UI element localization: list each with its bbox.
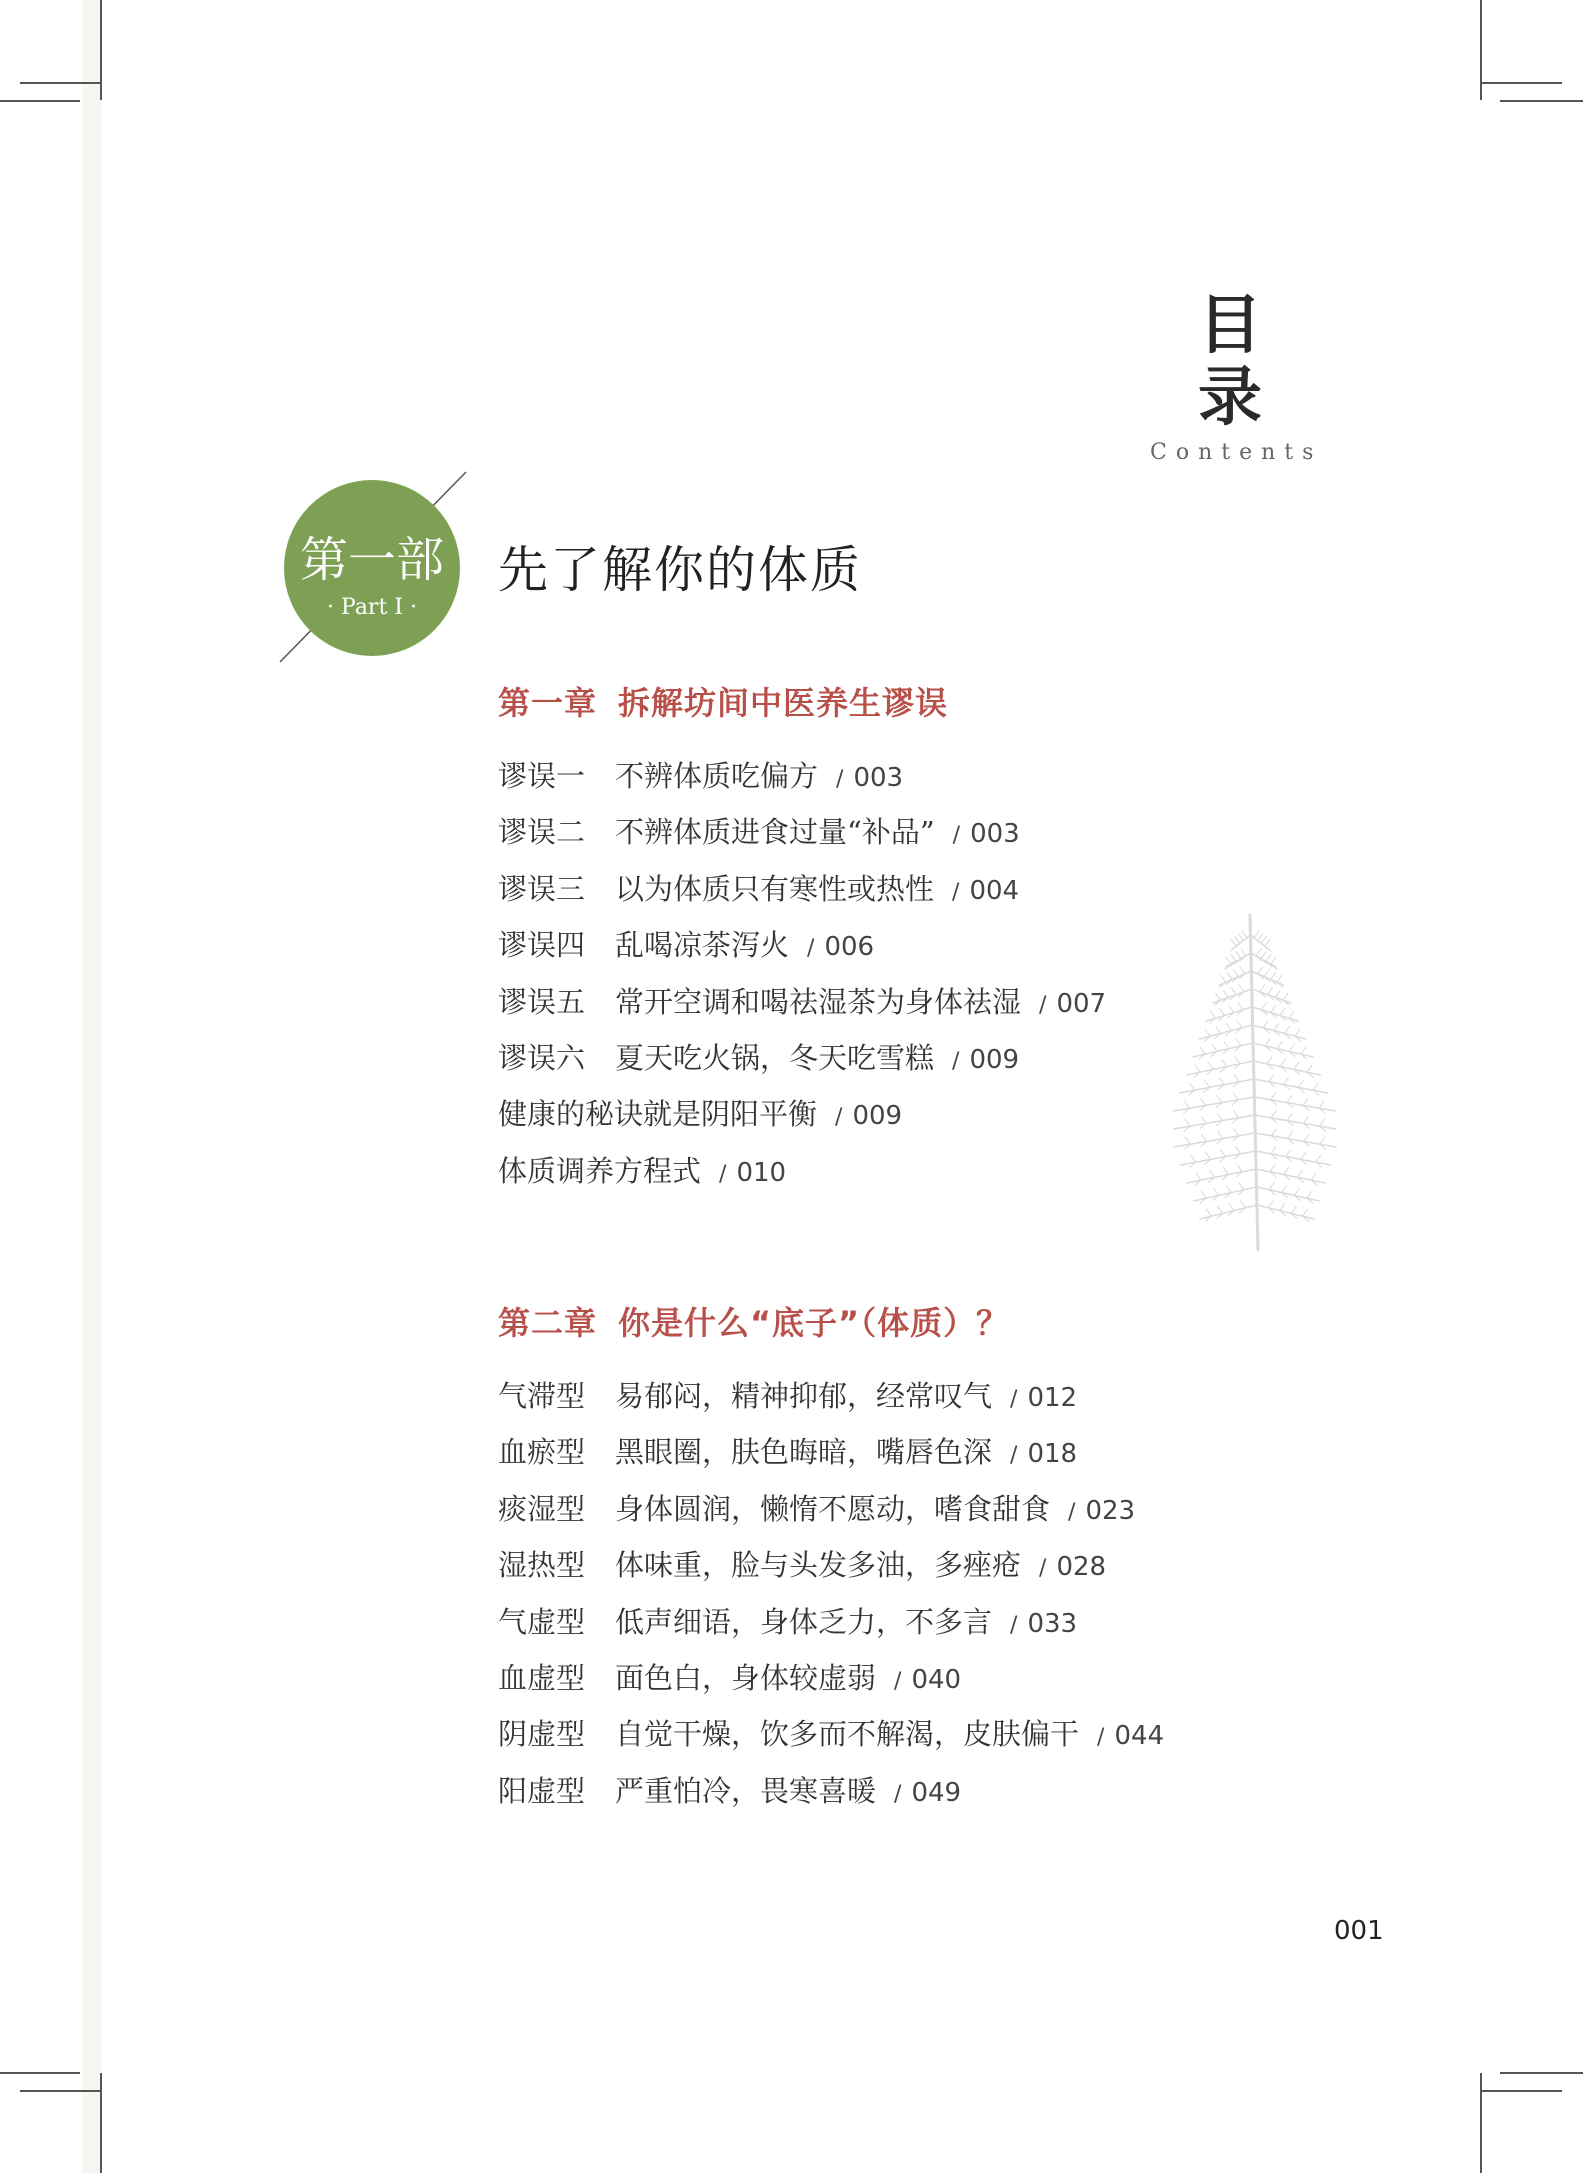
toc-entry-page-number: 012 bbox=[1027, 1383, 1078, 1413]
page-separator: / bbox=[1068, 1499, 1076, 1525]
page-separator: / bbox=[894, 1668, 902, 1694]
page-separator: / bbox=[1010, 1443, 1018, 1469]
toc-entry-label: 谬误三 bbox=[498, 871, 586, 906]
toc-entry-page bbox=[1039, 1552, 1106, 1582]
toc-entry-page-number: 009 bbox=[969, 1044, 1020, 1075]
toc-entry-text: 低声细语，身体乏力，不多言 bbox=[615, 1604, 993, 1639]
toc-entry-page bbox=[1010, 1383, 1077, 1413]
page-title: 目录 bbox=[1198, 288, 1296, 435]
chapter-heading-2 bbox=[498, 1298, 1009, 1344]
toc-entry-page-number: 006 bbox=[824, 932, 875, 963]
toc-entry-text: 面色白，身体较虚弱 bbox=[615, 1660, 877, 1695]
toc-entry-text: 体味重，脸与头发多油，多痤疮 bbox=[615, 1548, 1022, 1583]
toc-entry-page bbox=[894, 1665, 961, 1695]
toc-entry[interactable] bbox=[498, 804, 1106, 860]
chapter-title: 拆解坊间中医养生谬误 bbox=[618, 684, 949, 722]
toc-entry-text: 自觉干燥，饮多而不解渴，皮肤偏干 bbox=[615, 1717, 1080, 1752]
toc-entry-text: 严重怕冷，畏寒喜暖 bbox=[615, 1773, 877, 1808]
toc-entry-page-number: 040 bbox=[911, 1664, 962, 1695]
toc-entry[interactable] bbox=[498, 1143, 1106, 1199]
toc-entry-page-number: 028 bbox=[1056, 1552, 1107, 1583]
part-title: 先了解你的体质 bbox=[498, 541, 862, 599]
page-separator: / bbox=[836, 767, 844, 792]
toc-entry-label: 谬误四 bbox=[498, 928, 586, 963]
page-separator: / bbox=[807, 936, 815, 962]
page-separator: / bbox=[1039, 1556, 1047, 1582]
toc-entry-label: 湿热型 bbox=[498, 1548, 586, 1583]
chapter-2-entries bbox=[498, 1368, 1164, 1819]
toc-entry-page bbox=[719, 1158, 786, 1188]
toc-entry-text: 不辨体质进食过量“补品” bbox=[615, 815, 935, 850]
chapter-title: 你是什么“底子”（体质）？ bbox=[618, 1304, 1010, 1342]
page-separator: / bbox=[1039, 992, 1047, 1018]
toc-entry-page bbox=[1068, 1496, 1135, 1526]
contents-title-block bbox=[1150, 288, 1323, 465]
toc-entry[interactable] bbox=[498, 1424, 1164, 1480]
toc-entry[interactable] bbox=[498, 1650, 1164, 1706]
toc-entry-page bbox=[836, 763, 903, 793]
toc-entry[interactable] bbox=[498, 1594, 1164, 1650]
toc-entry-page-number: 033 bbox=[1027, 1608, 1078, 1639]
toc-entry-page-number: 003 bbox=[970, 819, 1020, 850]
toc-entry-page-number: 018 bbox=[1027, 1439, 1078, 1470]
toc-entry-page-number: 007 bbox=[1056, 988, 1107, 1019]
toc-entry-label: 痰湿型 bbox=[498, 1491, 586, 1526]
toc-entry-page-number: 010 bbox=[736, 1157, 787, 1188]
part-badge-subtitle: · Part Ⅰ · bbox=[327, 595, 417, 620]
toc-entry-page bbox=[1097, 1721, 1164, 1751]
toc-entry-text: 体质调养方程式 bbox=[498, 1153, 702, 1188]
toc-entry-page-number: 004 bbox=[969, 875, 1020, 906]
toc-entry-text: 健康的秘诀就是阴阳平衡 bbox=[498, 1097, 818, 1132]
fern-illustration bbox=[1140, 905, 1390, 1265]
toc-entry-label: 谬误一 bbox=[498, 759, 586, 793]
page-separator: / bbox=[835, 1105, 843, 1131]
toc-entry-page-number: 044 bbox=[1114, 1721, 1165, 1752]
toc-entry[interactable] bbox=[498, 917, 1106, 973]
page-separator: / bbox=[952, 1048, 960, 1074]
chapter-1-entries bbox=[498, 748, 1106, 1199]
toc-entry-page-number: 023 bbox=[1085, 1495, 1136, 1526]
toc-entry-page-number: 003 bbox=[853, 763, 904, 793]
page-separator: / bbox=[1010, 1387, 1018, 1412]
toc-entry-page-number: 009 bbox=[852, 1101, 903, 1132]
part-badge bbox=[270, 470, 470, 670]
toc-entry-page bbox=[1039, 989, 1106, 1019]
toc-entry[interactable] bbox=[498, 1763, 1164, 1819]
toc-entry-text: 以为体质只有寒性或热性 bbox=[615, 871, 935, 906]
toc-entry-label: 阴虚型 bbox=[498, 1717, 586, 1752]
toc-entry-text: 乱喝凉茶泻火 bbox=[615, 928, 790, 963]
toc-entry-page bbox=[1010, 1609, 1077, 1639]
toc-entry-text: 夏天吃火锅，冬天吃雪糕 bbox=[615, 1040, 935, 1075]
toc-entry-label: 阳虚型 bbox=[498, 1773, 586, 1808]
toc-entry-page bbox=[1010, 1439, 1077, 1469]
page-subtitle: Contents bbox=[1150, 440, 1323, 465]
toc-entry-text: 常开空调和喝祛湿茶为身体祛湿 bbox=[615, 984, 1022, 1019]
toc-entry-page-number: 049 bbox=[911, 1777, 962, 1808]
toc-entry-text: 黑眼圈，肤色晦暗，嘴唇色深 bbox=[615, 1435, 993, 1470]
chapter-number: 第二章 bbox=[498, 1304, 598, 1342]
part-badge-label: 第一部 bbox=[299, 532, 445, 588]
page-separator: / bbox=[1010, 1612, 1018, 1638]
toc-entry-label: 血瘀型 bbox=[498, 1435, 586, 1470]
toc-entry-label: 气虚型 bbox=[498, 1604, 586, 1639]
toc-entry-label: 谬误五 bbox=[498, 984, 586, 1019]
toc-entry-page bbox=[835, 1101, 902, 1131]
toc-entry[interactable] bbox=[498, 1368, 1164, 1424]
toc-entry-page bbox=[894, 1778, 961, 1808]
toc-entry[interactable] bbox=[498, 861, 1106, 917]
binding-strip bbox=[82, 0, 102, 2173]
page-separator: / bbox=[1097, 1725, 1105, 1751]
page-separator: / bbox=[719, 1161, 727, 1187]
toc-entry-text: 不辨体质吃偏方 bbox=[615, 759, 819, 793]
toc-entry[interactable] bbox=[498, 1030, 1106, 1086]
toc-entry[interactable] bbox=[498, 974, 1106, 1030]
page-separator: / bbox=[952, 823, 961, 849]
toc-entry-text: 易郁闷，精神抑郁，经常叹气 bbox=[615, 1379, 993, 1413]
toc-entry[interactable] bbox=[498, 1706, 1164, 1762]
toc-entry-label: 谬误二 bbox=[498, 815, 586, 850]
toc-entry[interactable] bbox=[498, 748, 1106, 804]
chapter-heading-1 bbox=[498, 678, 948, 724]
toc-entry[interactable] bbox=[498, 1481, 1164, 1537]
toc-entry-page bbox=[952, 876, 1019, 906]
page-separator: / bbox=[952, 879, 960, 905]
toc-entry-page bbox=[953, 819, 1020, 849]
chapter-number: 第一章 bbox=[498, 684, 598, 722]
toc-entry-label: 气滞型 bbox=[498, 1379, 586, 1413]
toc-entry[interactable] bbox=[498, 1086, 1106, 1142]
toc-entry-label: 血虚型 bbox=[498, 1660, 586, 1695]
page-number: 001 bbox=[1334, 1916, 1384, 1946]
toc-entry[interactable] bbox=[498, 1537, 1164, 1593]
toc-entry-page bbox=[807, 932, 874, 962]
page-separator: / bbox=[894, 1781, 902, 1807]
toc-entry-text: 身体圆润，懒惰不愿动，嗜食甜食 bbox=[615, 1491, 1051, 1526]
toc-entry-label: 谬误六 bbox=[498, 1040, 586, 1075]
toc-entry-page bbox=[952, 1045, 1019, 1075]
